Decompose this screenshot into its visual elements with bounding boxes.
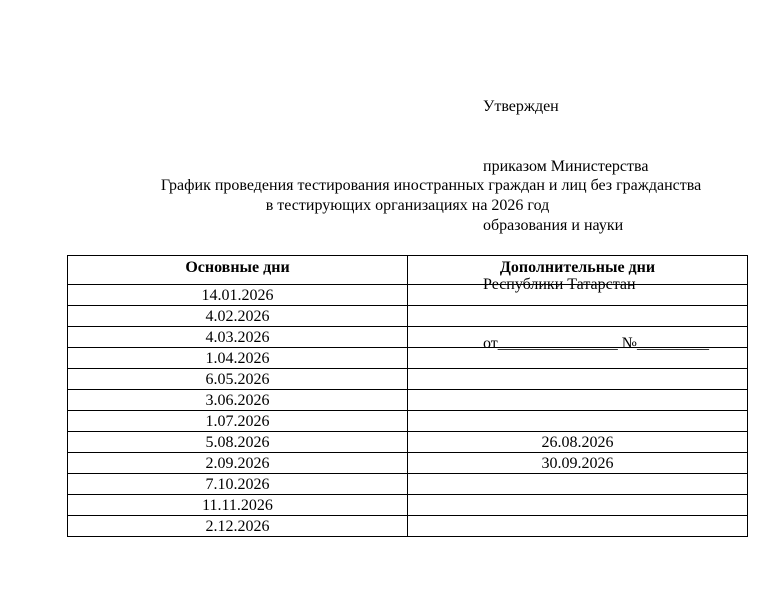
additional-day-cell [408, 327, 748, 348]
table-row [68, 348, 748, 369]
approval-line: приказом Министерства [483, 157, 649, 175]
main-day-cell: 2.09.2026 [68, 453, 408, 474]
document-title-line-1: График проведения тестирования иностранных граждан и лиц без гражданства [160, 177, 702, 194]
additional-day-cell [408, 348, 748, 369]
main-day-cell: 3.06.2026 [68, 390, 408, 411]
additional-day-cell: 30.09.2026 [408, 453, 748, 474]
column-header-main-days: Основные дни [68, 256, 408, 285]
additional-day-cell [408, 390, 748, 411]
table-row [68, 516, 748, 537]
table-row [68, 432, 748, 453]
main-day-cell: 2.12.2026 [68, 516, 408, 537]
table-row [68, 453, 748, 474]
additional-day-cell [408, 306, 748, 327]
approval-line: Республики Татарстан [483, 275, 636, 293]
additional-day-cell [408, 516, 748, 537]
main-day-cell: 14.01.2026 [68, 285, 408, 306]
approval-line: образования и науки [483, 216, 624, 234]
table-row [68, 390, 748, 411]
table-row [68, 306, 748, 327]
approval-line: Утвержден [483, 98, 559, 116]
additional-day-cell [408, 411, 748, 432]
main-day-cell: 1.04.2026 [68, 348, 408, 369]
schedule-table [67, 255, 748, 537]
main-day-cell: 6.05.2026 [68, 369, 408, 390]
approval-order-number-line: от_______________ №_________ [483, 334, 710, 352]
additional-day-cell [408, 474, 748, 495]
main-day-cell: 11.11.2026 [68, 495, 408, 516]
additional-day-cell [408, 285, 748, 306]
table-row [68, 285, 748, 306]
main-day-cell: 5.08.2026 [68, 432, 408, 453]
additional-day-cell: 26.08.2026 [408, 432, 748, 453]
document-title-line-2: в тестирующих организациях на 2026 год [265, 196, 550, 214]
document-title [67, 176, 748, 215]
table-row [68, 495, 748, 516]
table-row [68, 369, 748, 390]
main-day-cell: 7.10.2026 [68, 474, 408, 495]
column-header-additional-days: Дополнительные дни [408, 256, 748, 285]
table-header-row [68, 256, 748, 285]
main-day-cell: 1.07.2026 [68, 411, 408, 432]
additional-day-cell [408, 495, 748, 516]
main-day-cell: 4.03.2026 [68, 327, 408, 348]
table-row [68, 411, 748, 432]
table-row [68, 327, 748, 348]
table-row [68, 474, 748, 495]
main-day-cell: 4.02.2026 [68, 306, 408, 327]
additional-day-cell [408, 369, 748, 390]
